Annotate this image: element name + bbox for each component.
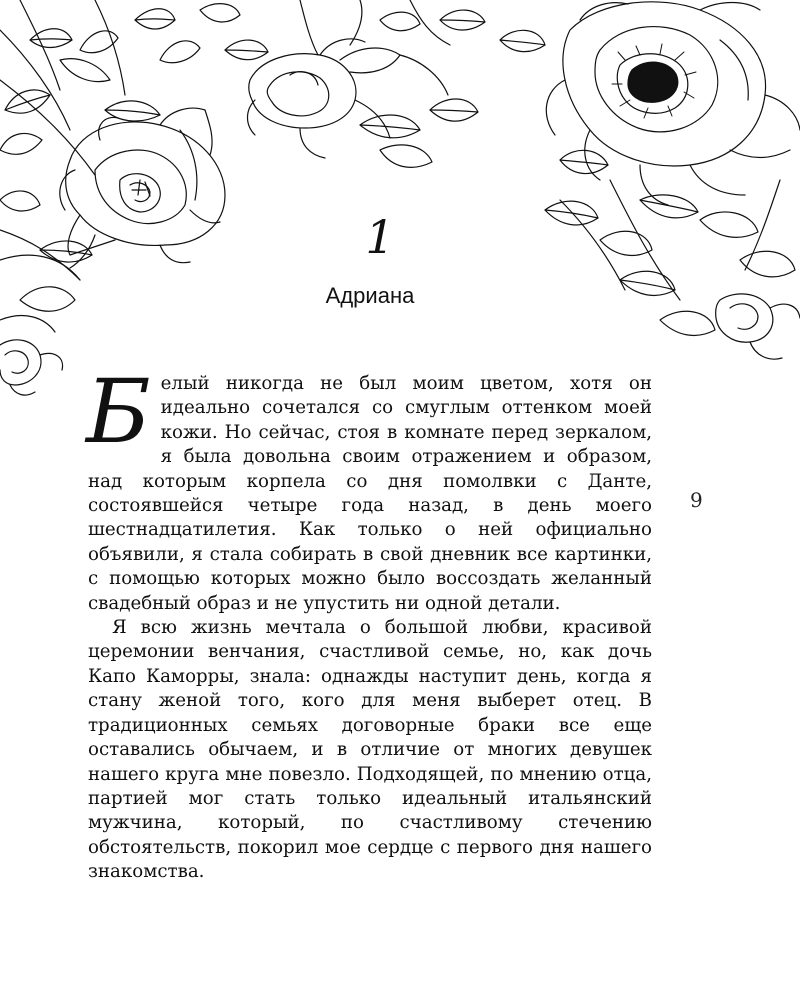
chapter-body: [86, 360, 652, 885]
center-peony-bud: [248, 39, 479, 167]
paragraph-first: [86, 360, 652, 616]
left-small-bloom: [0, 340, 63, 395]
page-number: 9: [690, 488, 703, 512]
right-peony-open: [546, 2, 800, 205]
paragraph-second: Я всю жизнь мечтала о большой любви, красивой церемонии венчания, счастливой семье, но, как дочь Капо Каморры, знала: однажды наступит день, когда я стану женой того, кого для меня выберет отец. В традиционных семьях договорные браки все еще оставались обычаем, и в отличие от многих девушек нашего круга мне повезло. Подходящей, по мнению отца, партией мог стать только идеальный итальянский мужчина, который, по счастливому стечению обстоятельств, покорил мое сердце с первого дня нашего знакомства.: [88, 617, 652, 883]
right-peony-center: [628, 62, 678, 102]
floral-peony-illustration: [0, 0, 800, 400]
top-center-foliage: [300, 0, 545, 55]
chapter-title: Адриана: [325, 283, 415, 308]
chapter-number: 1: [365, 210, 395, 264]
drop-cap: Б: [86, 360, 151, 463]
paragraph-first-text: елый никогда не был моим цветом, хотя он идеально сочетался со смуглым оттенком моей кожи. Но сейчас, стоя в комнате перед зеркалом, я была довольна своим отражением и образом, над которым корпела со дня помолвки с Данте, состоявшейся четыре года назад, в день моего шестнадцатилетия. Как только о ней официально объявили, я стала собирать в свой дневник все картинки, с помощью которых можно было воссоздать желанный свадебный образ и не упустить ни одной детали.: [88, 373, 652, 614]
